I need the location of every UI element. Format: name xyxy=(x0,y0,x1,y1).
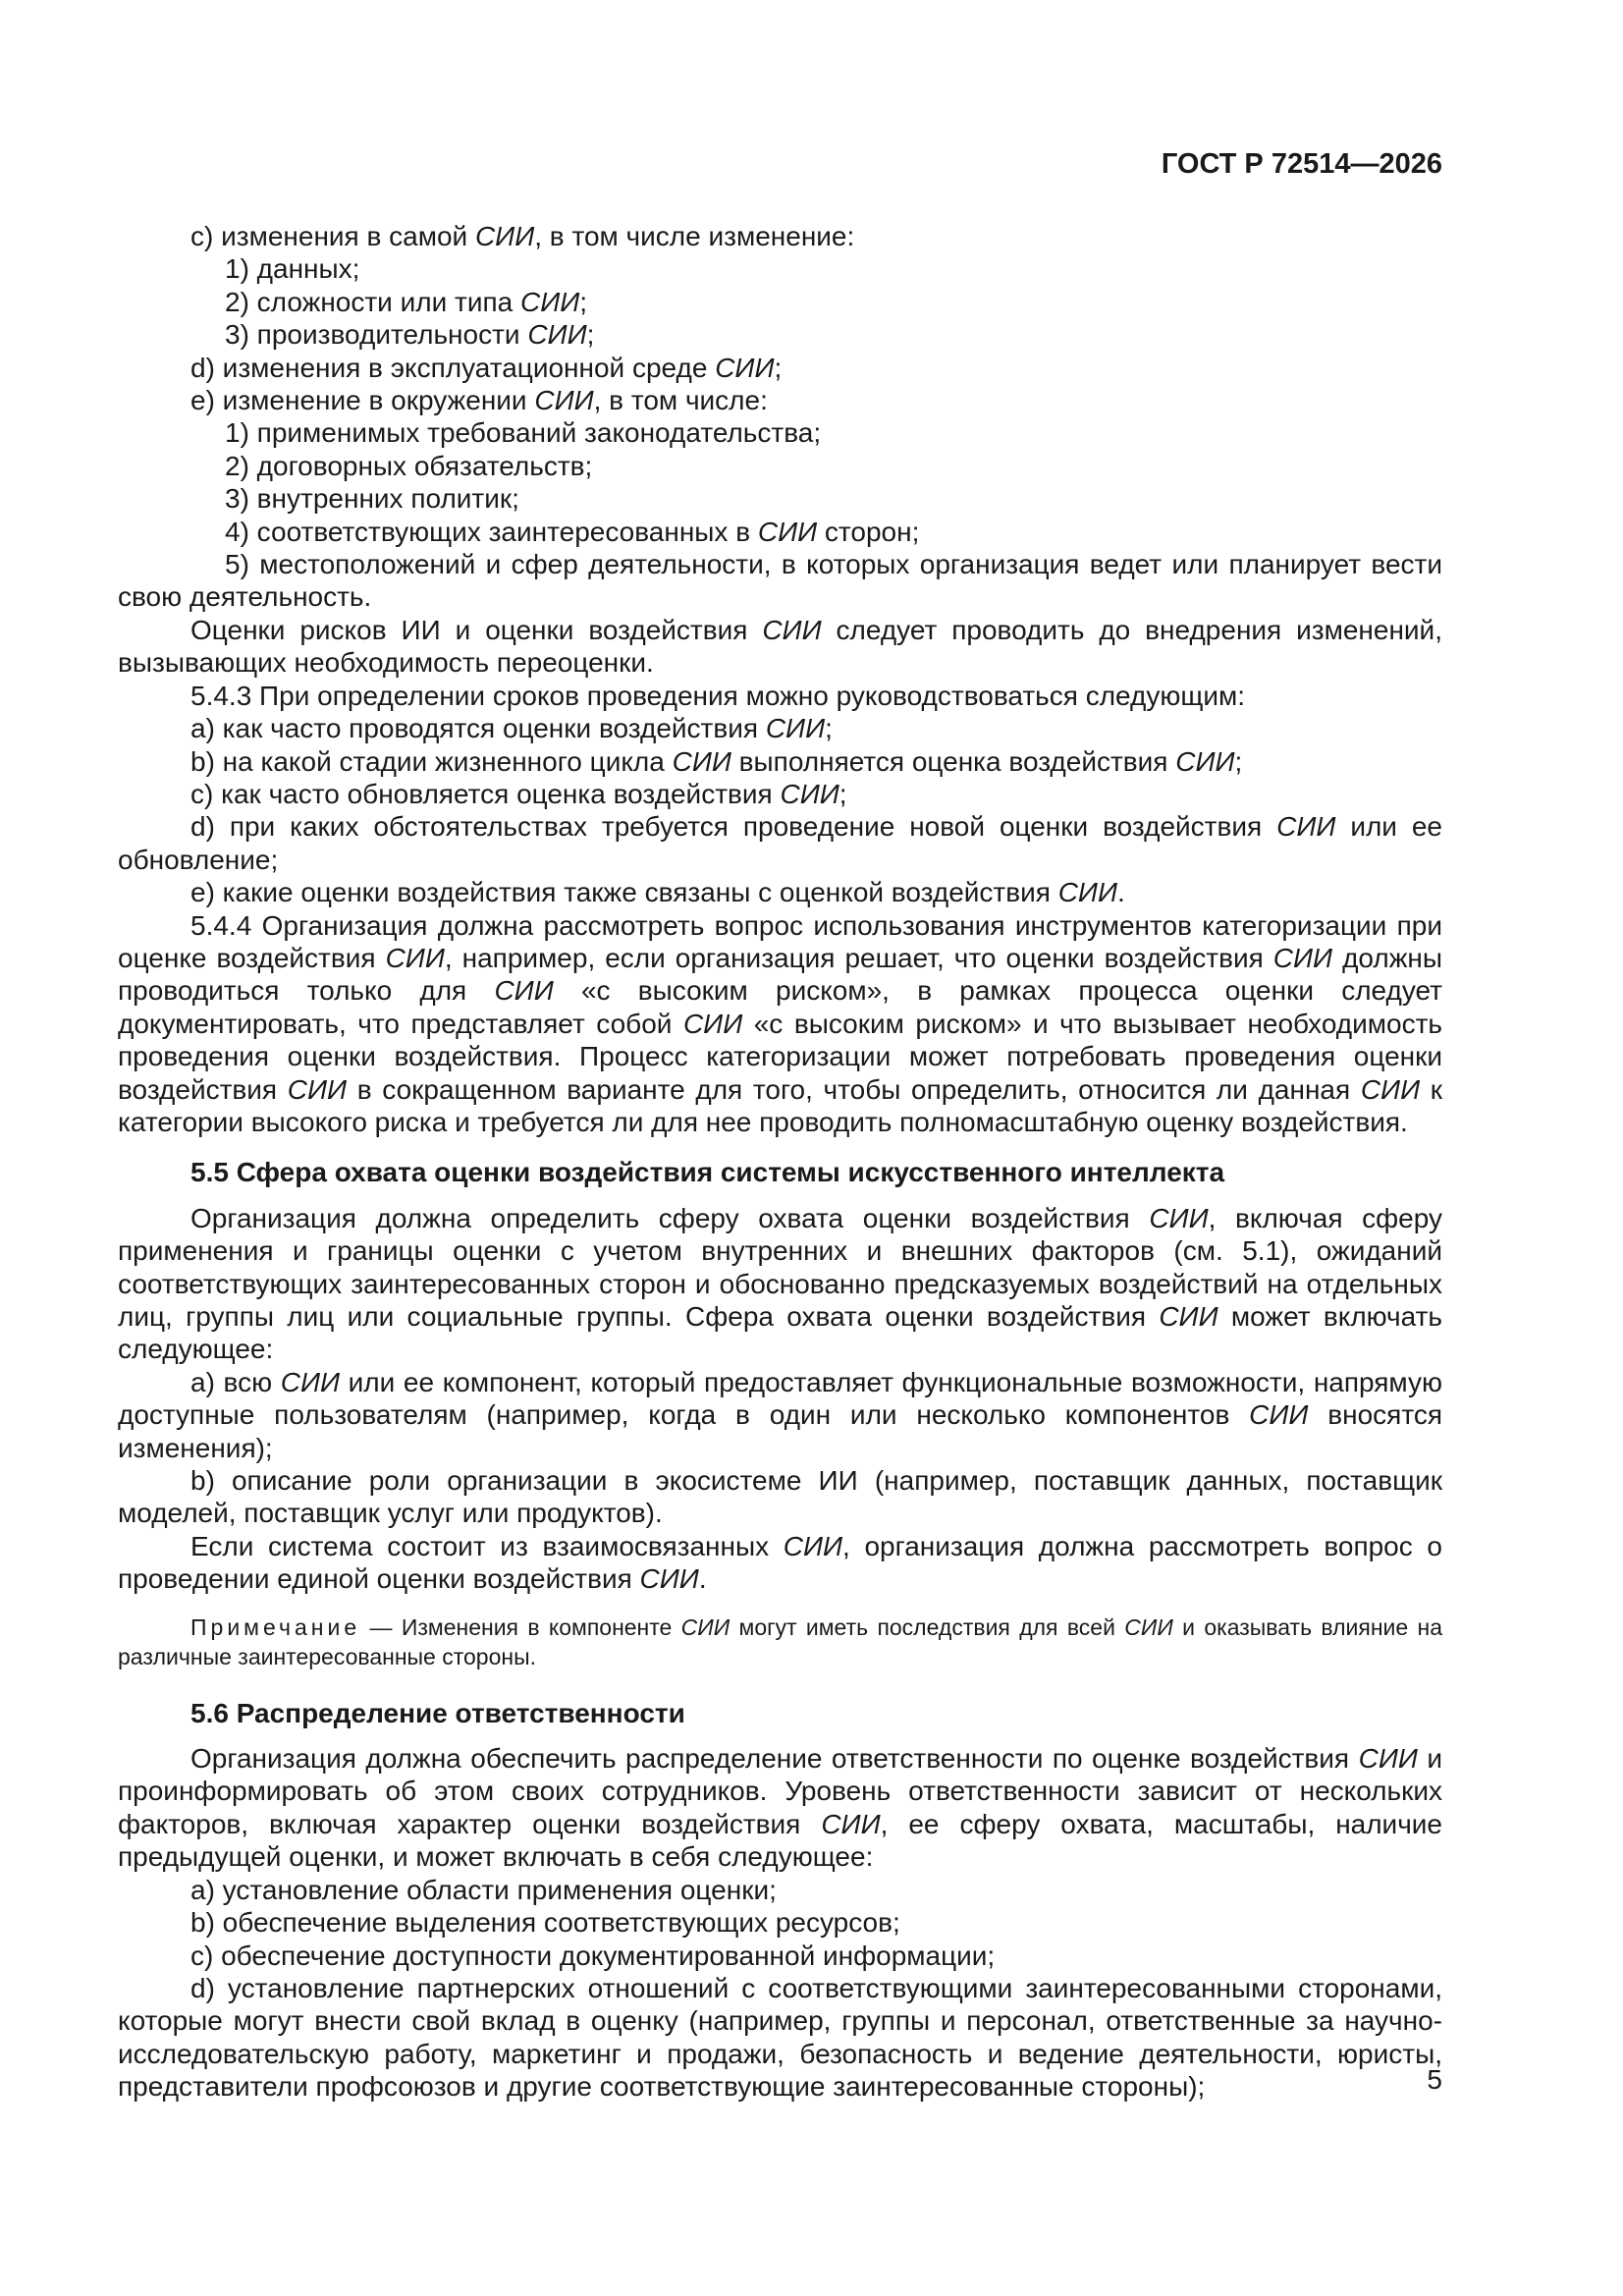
clause-5-4-4: 5.4.4 Организация должна рассмотреть вопрос использования инструментов категоризации при оценке воздействия СИИ, например, если организация решает, что оценки воздействия СИИ должны проводиться только для СИИ «с высоким риском», в рамках процесса оценки следует документировать, что представляет собой СИИ «с высоким риском» и что вызывает необходимость проведения оценки воздействия. Процесс категоризации может потребовать проведения оценки воздействия СИИ в сокращенном варианте для того, чтобы определить, относится ли данная СИИ к категории высокого риска и требуется ли для нее проводить полномасштабную оценку воздействия. xyxy=(118,909,1443,1137)
clause-5-4-3: 5.4.3 При определении сроков проведения можно руководствоваться следующим: xyxy=(190,680,1246,711)
list-item-e2: 2) договорных обязательств; xyxy=(225,450,593,481)
clause-5-4-3-a: a) как часто проводятся оценки воздействия СИИ; xyxy=(190,713,833,744)
section-5-6-paragraph-1: Организация должна обеспечить распределение ответственности по оценке воздействия СИИ и проинформировать об этом своих сотрудников. Уровень ответственности зависит от нескольких факторов, включая характер оценки воздействия СИИ, ее сферу охвата, масштабы, наличие предыдущей оценки, и может включать в себя следующее: xyxy=(118,1743,1443,1873)
section-5-5-note xyxy=(118,1613,1442,1671)
note-text: — Изменения в компоненте СИИ могут иметь последствия для всей СИИ и оказывать влияние на различные заинтересованные стороны. xyxy=(118,1613,1443,1669)
section-5-6-item-b: b) обеспечение выделения соответствующих ресурсов; xyxy=(190,1907,900,1939)
note-label: Примечание xyxy=(190,1613,361,1640)
page-number: 5 xyxy=(1427,2064,1442,2095)
list-item-c: c) изменения в самой СИИ, в том числе изменение: xyxy=(190,221,855,251)
list-item-e4: 4) соответствующих заинтересованных в СИИ сторон; xyxy=(225,516,920,547)
paragraph-risk: Оценки рисков ИИ и оценки воздействия СИИ следует проводить до внедрения изменений, вызывающих необходимость переоценки. xyxy=(118,614,1442,679)
list-item-e1: 1) применимых требований законодательства; xyxy=(225,417,822,449)
list-item-d: d) изменения в эксплуатационной среде СИИ; xyxy=(190,352,783,383)
section-5-5-heading: 5.5 Сфера охвата оценки воздействия системы искусственного интеллекта xyxy=(190,1157,1225,1188)
section-5-5-item-a: a) всю СИИ или ее компонент, который предоставляет функциональные возможности, напрямую доступные пользователям (например, когда в один или несколько компонентов СИИ вносятся изменения); xyxy=(118,1366,1442,1463)
section-5-6-item-d: d) установление партнерских отношений с соответствующими заинтересованными сторонами, которые могут внести свой вклад в оценку (например, группы и персонал, ответственные за научно-исследовательскую работу, маркетинг и продажи, безопасность и ведение деятельности, юристы, представители профсоюзов и другие соответствующие заинтересованные стороны); xyxy=(118,1972,1442,2103)
list-item-e: e) изменение в окружении СИИ, в том числе: xyxy=(190,385,768,416)
list-item-c1: 1) данных; xyxy=(225,253,360,285)
list-item-c3: 3) производительности СИИ; xyxy=(225,319,595,351)
list-item-e5: 5) местоположений и сфер деятельности, в которых организация ведет или планирует вести свою деятельность. xyxy=(118,549,1442,613)
section-5-5-paragraph-1: Организация должна определить сферу охвата оценки воздействия СИИ, включая сферу применения и границы оценки с учетом внутренних и внешних факторов (см. 5.1), ожиданий соответствующих заинтересованных сторон и обоснованно предсказуемых воздействий на отдельных лиц, группы лиц или социальные группы. Сфера охвата оценки воздействия СИИ может включать следующее: xyxy=(118,1202,1442,1365)
document-code: ГОСТ Р 72514—2026 xyxy=(1161,148,1442,180)
clause-5-4-3-d: d) при каких обстоятельствах требуется проведение новой оценки воздействия СИИ или ее обновление; xyxy=(118,811,1443,875)
section-5-5-item-b: b) описание роли организации в экосистеме ИИ (например, поставщик данных, поставщик моделей, поставщик услуг или продуктов). xyxy=(118,1465,1442,1529)
section-5-6-item-a: a) установление области применения оценки; xyxy=(190,1874,777,1905)
list-item-c2: 2) сложности или типа СИИ; xyxy=(225,286,588,317)
list-item-e3: 3) внутренних политик; xyxy=(225,483,519,515)
clause-5-4-3-c: c) как часто обновляется оценка воздействия СИИ; xyxy=(190,778,847,809)
section-5-5-paragraph-2: Если система состоит из взаимосвязанных СИИ, организация должна рассмотреть вопрос о проведении единой оценки воздействия СИИ. xyxy=(118,1530,1442,1595)
clause-5-4-3-b: b) на какой стадии жизненного цикла СИИ выполняется оценка воздействия СИИ; xyxy=(190,745,1243,777)
section-5-6-heading: 5.6 Распределение ответственности xyxy=(190,1697,685,1728)
clause-5-4-3-e: e) какие оценки воздействия также связаны с оценкой воздействия СИИ. xyxy=(190,877,1125,908)
section-5-6-item-c: c) обеспечение доступности документированной информации; xyxy=(190,1940,996,1971)
